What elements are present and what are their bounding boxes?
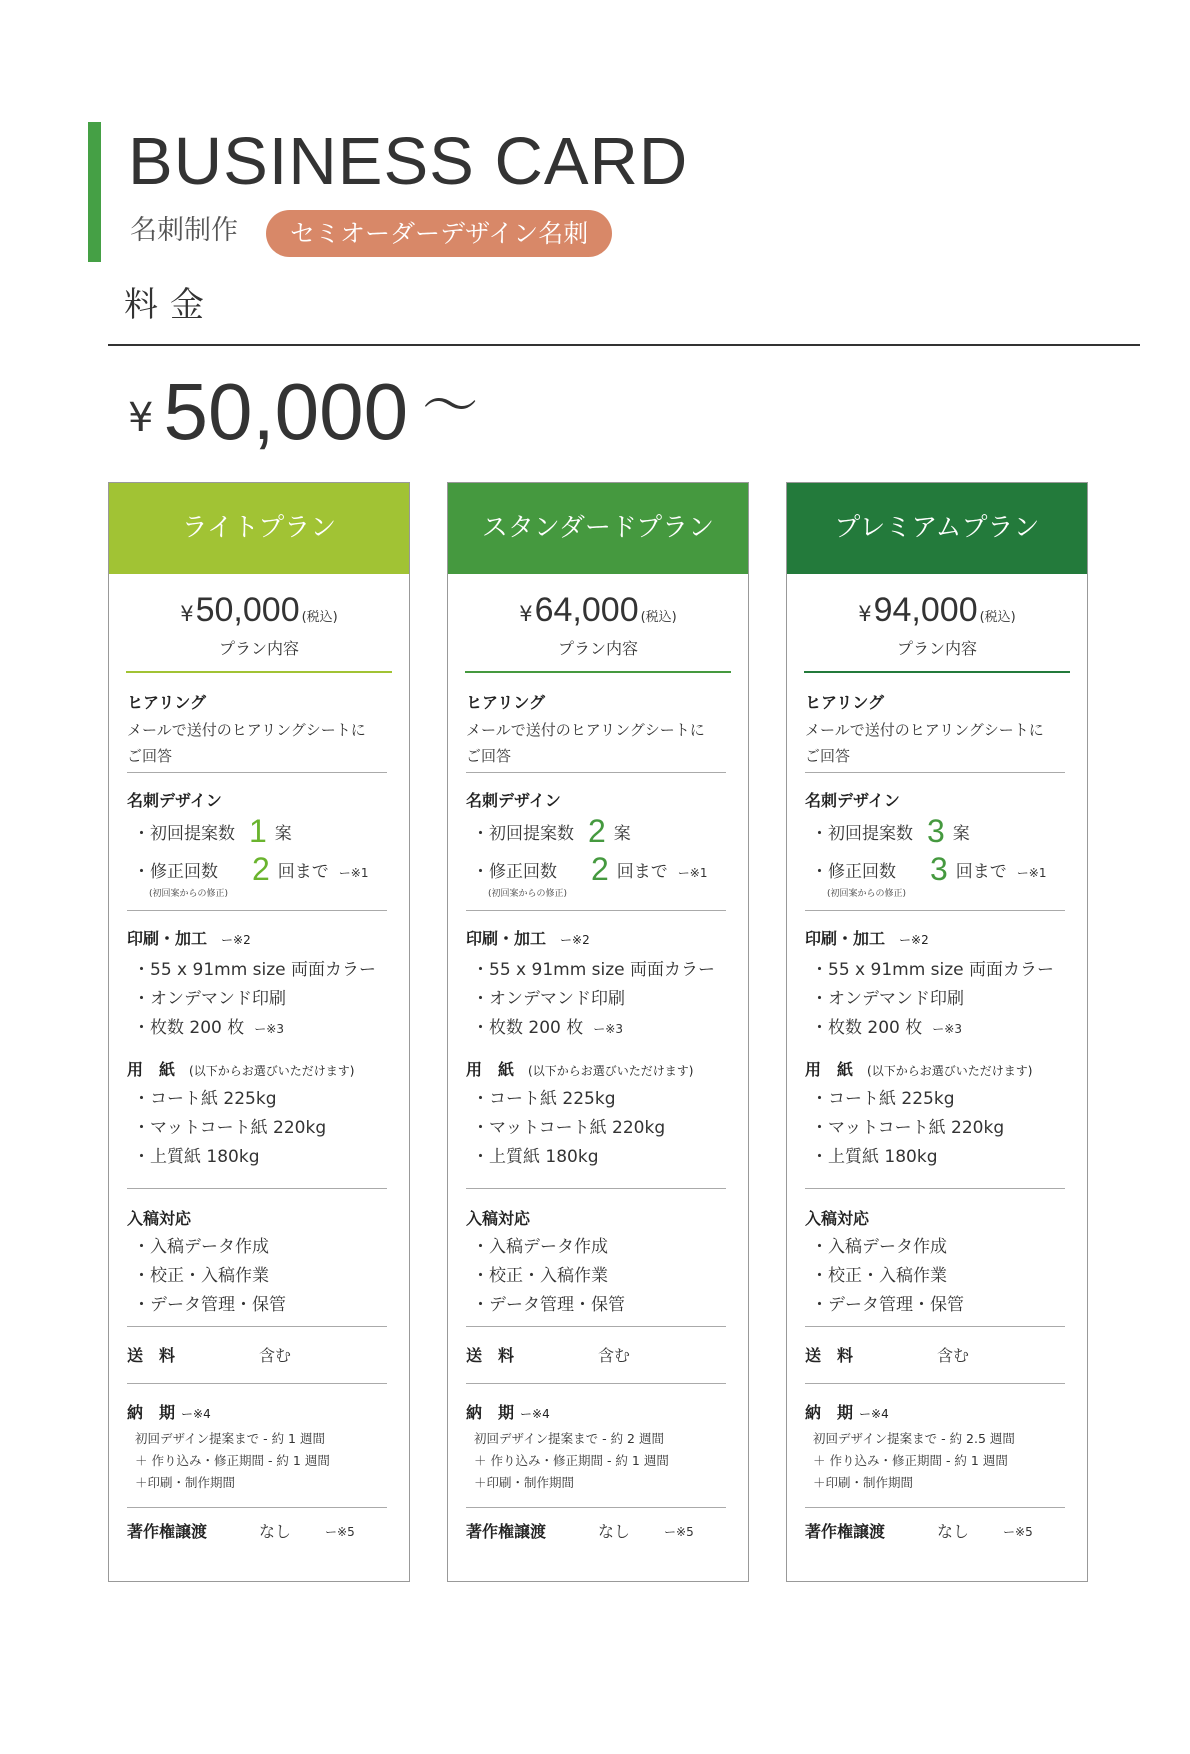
revisions-note: ー※1 xyxy=(677,866,708,880)
first-proposal-count: 3 xyxy=(927,813,945,849)
design-title: 名刺デザイン xyxy=(127,791,222,810)
paper-title-text: 用 紙 xyxy=(127,1060,176,1079)
plan-price-tax: (税込) xyxy=(640,610,677,625)
hearing-line1: メールで送付のヒアリングシートに xyxy=(805,721,1044,739)
plan-price-currency: ¥ xyxy=(519,602,533,626)
shipping-block xyxy=(466,1327,726,1384)
submission-item: ・校正・入稿作業 xyxy=(472,1266,608,1286)
revisions-row xyxy=(466,851,726,888)
copyright-value: なし xyxy=(259,1522,292,1541)
section-divider xyxy=(108,344,1140,346)
paper-item: ・コート紙 225kg xyxy=(472,1089,616,1109)
hearing-title: ヒアリング xyxy=(127,693,207,712)
hearing-block xyxy=(466,673,726,773)
print-block xyxy=(127,911,387,1189)
revisions-sub-note: (初回案からの修正) xyxy=(149,889,229,899)
first-proposal-unit: 案 xyxy=(613,824,631,844)
copyright-block xyxy=(127,1508,387,1542)
shipping-value: 含む xyxy=(598,1346,631,1365)
revisions-label: ・修正回数 xyxy=(472,862,557,882)
hearing-title: ヒアリング xyxy=(466,693,546,712)
delivery-line: ＋ 作り込み・修正期間 - 約 1 週間 xyxy=(813,1453,1008,1468)
delivery-title-text: 納 期 xyxy=(127,1403,176,1422)
hearing-title: ヒアリング xyxy=(805,693,885,712)
hearing-line2: ご回答 xyxy=(127,747,173,765)
print-item-text: ・枚数 200 枚 xyxy=(133,1018,245,1038)
copyright-block xyxy=(805,1508,1065,1542)
plan-name: ライトプラン xyxy=(109,483,409,574)
print-item: ・55 x 91mm size 両面カラー xyxy=(472,960,716,980)
starting-price xyxy=(128,367,479,456)
paper-item: ・マットコート紙 220kg xyxy=(133,1118,327,1138)
revisions-count: 2 xyxy=(252,851,270,887)
plan-contents-label: プラン内容 xyxy=(896,639,977,658)
plan-card-2 xyxy=(447,482,749,1582)
print-block xyxy=(805,911,1065,1189)
paper-title-text: 用 紙 xyxy=(805,1060,854,1079)
first-proposal-row xyxy=(466,813,726,849)
print-title xyxy=(127,929,387,950)
submission-item: ・データ管理・保管 xyxy=(472,1295,625,1315)
print-item-text: ・枚数 200 枚 xyxy=(811,1018,923,1038)
revisions-unit: 回まで xyxy=(277,862,329,882)
delivery-title xyxy=(466,1403,726,1424)
revisions-label: ・修正回数 xyxy=(811,862,896,882)
delivery-note: ー※4 xyxy=(859,1407,889,1421)
delivery-line: ＋印刷・制作期間 xyxy=(135,1475,236,1490)
print-item: ・オンデマンド印刷 xyxy=(472,989,625,1009)
revisions-sub-note: (初回案からの修正) xyxy=(827,889,907,899)
paper-item: ・マットコート紙 220kg xyxy=(811,1118,1005,1138)
copyright-block xyxy=(466,1508,726,1542)
first-proposal-row xyxy=(805,813,1065,849)
submission-item: ・入稿データ作成 xyxy=(811,1237,947,1257)
print-note: ー※2 xyxy=(899,933,929,947)
shipping-row xyxy=(127,1346,387,1366)
revisions-note: ー※1 xyxy=(338,866,369,880)
delivery-line: 初回デザイン提案まで - 約 2.5 週間 xyxy=(813,1431,1015,1446)
revisions-row xyxy=(805,851,1065,888)
first-proposal-label: ・初回提案数 xyxy=(133,824,235,844)
delivery-title-text: 納 期 xyxy=(805,1403,854,1422)
delivery-block xyxy=(466,1384,726,1508)
plan-price-currency: ¥ xyxy=(180,602,194,626)
plan-price xyxy=(448,592,748,628)
print-item: ・55 x 91mm size 両面カラー xyxy=(133,960,377,980)
first-proposal-label: ・初回提案数 xyxy=(472,824,574,844)
submission-title: 入稿対応 xyxy=(805,1209,870,1228)
plan-card-3 xyxy=(786,482,1088,1582)
delivery-line: 初回デザイン提案まで - 約 2 週間 xyxy=(474,1431,664,1446)
page-title: BUSINESS CARD xyxy=(128,124,689,199)
paper-note: (以下からお選びいただけます) xyxy=(528,1064,694,1078)
submission-item: ・データ管理・保管 xyxy=(811,1295,964,1315)
submission-title: 入稿対応 xyxy=(127,1209,192,1228)
shipping-block xyxy=(127,1327,387,1384)
revisions-unit: 回まで xyxy=(955,862,1007,882)
print-item xyxy=(466,1014,726,1044)
submission-item: ・入稿データ作成 xyxy=(472,1237,608,1257)
copyright-label: 著作権譲渡 xyxy=(127,1522,208,1541)
revisions-row xyxy=(127,851,387,888)
submission-item: ・入稿データ作成 xyxy=(133,1237,269,1257)
plan-card-1 xyxy=(108,482,410,1582)
print-title-text: 印刷・加工 xyxy=(805,929,886,948)
delivery-title xyxy=(127,1403,387,1424)
submission-title: 入稿対応 xyxy=(466,1209,531,1228)
copyright-row xyxy=(466,1522,726,1542)
shipping-label: 送 料 xyxy=(805,1346,854,1365)
print-title-text: 印刷・加工 xyxy=(127,929,208,948)
plan-price-value: 64,000 xyxy=(534,591,639,629)
submission-item: ・データ管理・保管 xyxy=(133,1295,286,1315)
design-title: 名刺デザイン xyxy=(466,791,561,810)
delivery-line: ＋ 作り込み・修正期間 - 約 1 週間 xyxy=(135,1453,330,1468)
print-title-text: 印刷・加工 xyxy=(466,929,547,948)
revisions-unit: 回まで xyxy=(616,862,668,882)
delivery-note: ー※4 xyxy=(181,1407,211,1421)
starting-price-tilde: ～ xyxy=(422,374,479,439)
shipping-block xyxy=(805,1327,1065,1384)
copyright-label: 著作権譲渡 xyxy=(466,1522,547,1541)
revisions-label: ・修正回数 xyxy=(133,862,218,882)
hearing-block xyxy=(127,673,387,773)
first-proposal-count: 1 xyxy=(249,813,267,849)
print-note: ー※2 xyxy=(221,933,251,947)
paper-title-text: 用 紙 xyxy=(466,1060,515,1079)
submission-block xyxy=(127,1189,387,1327)
shipping-value: 含む xyxy=(259,1346,292,1365)
print-item xyxy=(805,1014,1065,1044)
page-subtitle: 名刺制作 xyxy=(130,215,238,246)
paper-item: ・マットコート紙 220kg xyxy=(472,1118,666,1138)
delivery-line: 初回デザイン提案まで - 約 1 週間 xyxy=(135,1431,325,1446)
paper-note: (以下からお選びいただけます) xyxy=(867,1064,1033,1078)
section-heading: 料金 xyxy=(124,285,216,325)
submission-item: ・校正・入稿作業 xyxy=(133,1266,269,1286)
submission-block xyxy=(466,1189,726,1327)
shipping-label: 送 料 xyxy=(466,1346,515,1365)
print-item-note: ー※3 xyxy=(932,1022,962,1036)
plan-price-tax: (税込) xyxy=(979,610,1016,625)
plan-price-value: 50,000 xyxy=(195,591,300,629)
hearing-line1: メールで送付のヒアリングシートに xyxy=(127,721,366,739)
delivery-title-text: 納 期 xyxy=(466,1403,515,1422)
submission-block xyxy=(805,1189,1065,1327)
first-proposal-count: 2 xyxy=(588,813,606,849)
paper-item: ・コート紙 225kg xyxy=(811,1089,955,1109)
copyright-row xyxy=(127,1522,387,1542)
copyright-note: ー※5 xyxy=(664,1525,694,1539)
print-item-text: ・枚数 200 枚 xyxy=(472,1018,584,1038)
shipping-row xyxy=(805,1346,1065,1366)
print-item-note: ー※3 xyxy=(593,1022,623,1036)
print-block xyxy=(466,911,726,1189)
print-item xyxy=(127,1014,387,1044)
plan-name: スタンダードプラン xyxy=(448,483,748,574)
hearing-line2: ご回答 xyxy=(466,747,512,765)
revisions-count: 2 xyxy=(591,851,609,887)
paper-item: ・上質紙 180kg xyxy=(811,1147,938,1167)
print-title xyxy=(466,929,726,950)
delivery-line: ＋ 作り込み・修正期間 - 約 1 週間 xyxy=(474,1453,669,1468)
revisions-note: ー※1 xyxy=(1016,866,1047,880)
first-proposal-unit: 案 xyxy=(274,824,292,844)
plan-price xyxy=(787,592,1087,628)
submission-item: ・校正・入稿作業 xyxy=(811,1266,947,1286)
starting-price-value: 50,000 xyxy=(163,367,409,456)
plan-price-value: 94,000 xyxy=(873,591,978,629)
shipping-row xyxy=(466,1346,726,1366)
delivery-block xyxy=(805,1384,1065,1508)
delivery-line: ＋印刷・制作期間 xyxy=(474,1475,575,1490)
paper-title xyxy=(127,1060,387,1081)
design-block xyxy=(127,773,387,911)
delivery-title xyxy=(805,1403,1065,1424)
delivery-note: ー※4 xyxy=(520,1407,550,1421)
copyright-value: なし xyxy=(937,1522,970,1541)
plan-price-tax: (税込) xyxy=(301,610,338,625)
paper-note: (以下からお選びいただけます) xyxy=(189,1064,355,1078)
plan-price-currency: ¥ xyxy=(858,602,872,626)
shipping-value: 含む xyxy=(937,1346,970,1365)
paper-title xyxy=(805,1060,1065,1081)
print-item: ・オンデマンド印刷 xyxy=(811,989,964,1009)
title-accent-bar xyxy=(88,122,101,262)
plan-name: プレミアムプラン xyxy=(787,483,1087,574)
paper-title xyxy=(466,1060,726,1081)
plan-contents-label: プラン内容 xyxy=(218,639,299,658)
paper-item: ・上質紙 180kg xyxy=(133,1147,260,1167)
copyright-value: なし xyxy=(598,1522,631,1541)
copyright-label: 著作権譲渡 xyxy=(805,1522,886,1541)
design-title: 名刺デザイン xyxy=(805,791,900,810)
delivery-line: ＋印刷・制作期間 xyxy=(813,1475,914,1490)
print-title xyxy=(805,929,1065,950)
copyright-note: ー※5 xyxy=(1003,1525,1033,1539)
starting-price-currency: ¥ xyxy=(128,395,154,441)
print-item: ・55 x 91mm size 両面カラー xyxy=(811,960,1055,980)
first-proposal-unit: 案 xyxy=(952,824,970,844)
print-item-note: ー※3 xyxy=(254,1022,284,1036)
design-block xyxy=(466,773,726,911)
first-proposal-label: ・初回提案数 xyxy=(811,824,913,844)
design-block xyxy=(805,773,1065,911)
plan-price xyxy=(109,592,409,628)
print-item: ・オンデマンド印刷 xyxy=(133,989,286,1009)
copyright-row xyxy=(805,1522,1065,1542)
revisions-count: 3 xyxy=(930,851,948,887)
print-note: ー※2 xyxy=(560,933,590,947)
hearing-block xyxy=(805,673,1065,773)
revisions-sub-note: (初回案からの修正) xyxy=(488,889,568,899)
paper-item: ・コート紙 225kg xyxy=(133,1089,277,1109)
category-badge: セミオーダーデザイン名刺 xyxy=(266,210,612,257)
delivery-block xyxy=(127,1384,387,1508)
hearing-line1: メールで送付のヒアリングシートに xyxy=(466,721,705,739)
shipping-label: 送 料 xyxy=(127,1346,176,1365)
paper-item: ・上質紙 180kg xyxy=(472,1147,599,1167)
hearing-line2: ご回答 xyxy=(805,747,851,765)
plan-contents-label: プラン内容 xyxy=(557,639,638,658)
first-proposal-row xyxy=(127,813,387,849)
copyright-note: ー※5 xyxy=(325,1525,355,1539)
